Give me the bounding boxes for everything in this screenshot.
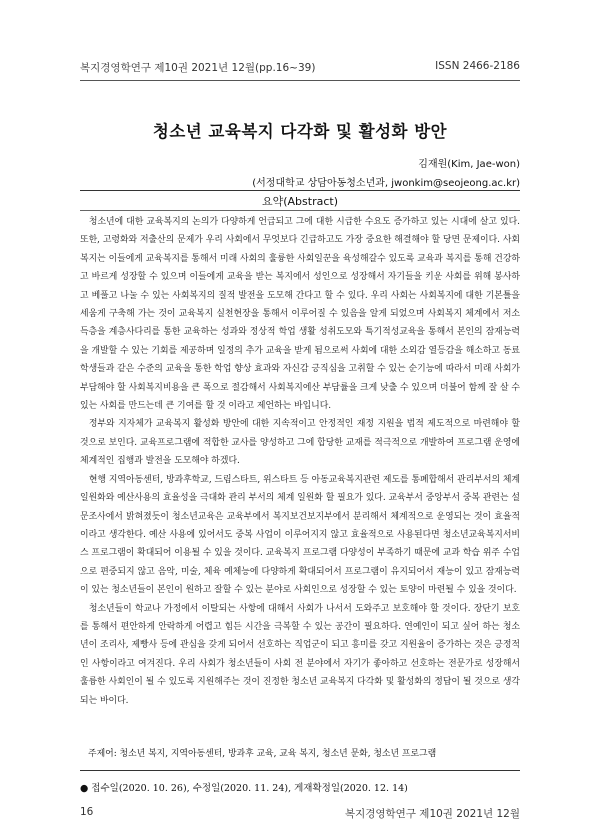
bullet-icon: ● — [80, 783, 89, 794]
abstract-paragraph: 정부와 지자체가 교육복지 활성화 방안에 대한 지속적이고 안정적인 재정 지원을 법적 제도적으로 마련해야 할 것으로 보인다. 교육프로그램에 적합한 교사를 양성하고 그에 합당한 교재를 적극적으로 개발하여 프로그램 운영에 체계적인 집행과 발전을 도모해야 하겠다. — [80, 419, 520, 467]
journal-citation: 복지경영학연구 제10권 2021년 12월(pp.16~39) — [80, 62, 316, 74]
author-affiliation: (서정대학교 상담아동청소년과, jwonkim@seojeong.ac.kr) — [252, 178, 520, 189]
abstract-heading-rule — [80, 210, 520, 211]
running-header — [80, 60, 520, 76]
abstract-bottom-rule — [80, 770, 520, 771]
abstract-body — [80, 213, 520, 710]
abstract-paragraph: 청소년에 대한 교육복지의 논의가 다양하게 언급되고 그에 대한 시급한 수요도 증가하고 있는 시대에 살고 있다. 또한, 고령화와 저출산의 문제가 우리 사회에서 무엇보다 긴급하고도 가장 중요한 해결해야 할 당면 문제이다. 사회복지는 이들에게 교육복지를 통해서 미래 사회의 훌륭한 사회일꾼을 육성해갈수 있도록 교육과 복지를 통해 건강하고 바르게 성장할 수 있으며 이들에게 교육을 받는 복지에서 성인으로 성장해서 자기들을 키운 사회를 위해 봉사하고 베풀고 나눌 수 있는 사회복지의 질적 발전을 도모해 간다고 할 수 있다. 우리 사회는 사회복지에 대한 기본틀을 세움게 구축해 가는 것이 교육복지 실천현장을 통해서 이루어질 수 있음을 알게 되었으며 사회복지 체계에서 저소득층을 계층사다리를 통한 교육하는 성과와 정상적 학업 생활 성취도모와 특기적성교육을 통해서 본인의 잠재능력을 개발할 수 있는 기회를 제공하며 일정의 추가 교육을 받게 됨으로써 사회에 대한 소외감 열등감을 해소하고 동료 학생들과 같은 수준의 교육을 통한 학업 향상 효과와 자신감 긍직심을 고취할 수 있는 순기능에 따라서 미래 사회가 부담해야 할 사회복지비용을 큰 폭으로 절감해서 사회복지에산 부담률을 크게 낮출 수 있으며 더불어 함께 잘 살 수 있는 사회를 만드는데 큰 기여를 할 것 이라고 제언하는 바입니다. — [80, 217, 520, 412]
page-number: 16 — [80, 806, 94, 818]
keywords: 주제어: 청소년 복지, 지역아동센터, 방과후 교육, 교육 복지, 청소년 문화, 청소년 프로그램 — [88, 749, 437, 759]
paper-title: 청소년 교육복지 다각화 및 활성화 방안 — [152, 122, 448, 141]
abstract-paragraph: 현행 지역아동센터, 방과후학교, 드림스타트, 위스타트 등 아동교육복지관련 제도를 통폐합해서 관리부서의 체계 일원화와 예산사용의 효율성을 극대화 관리 부서의 체계 일원화 할 필요가 있다. 교육부서 중앙부서 중복 관련는 설문조사에서 밝혀졌듯이 청소년교육은 교육부에서 복지보건보지부에서 분리해서 체계적으로 운영되는 것이 효율적이라고 생각한다. 예산 사용에 있어서도 중복 사업이 이루어지지 않고 효율적으로 사용된다면 청소년교육복지서비스 프로그램이 확대되어 이용될 수 있을 것이다. 교육복지 프로그램 다양성이 부족하기 때문에 교과 학습 위주 수업으로 편중되지 않고 음악, 미술, 체육 예체능에 다양하게 확대되어서 프로그램이 유지되어서 재능이 있고 잠재능력이 있는 청소년들이 본인이 원하고 잘할 수 있는 분야로 사회인으로 성장할 수 있는 토양이 마련될 수 있을 것이다. — [80, 474, 520, 596]
abstract-heading: 요약(Abstract) — [261, 195, 338, 208]
abstract-paragraph: 청소년들이 학교나 가정에서 이탈되는 사항에 대해서 사회가 나서서 도와주고 보호해야 할 것이다. 장단기 보호를 통해서 편안하게 안락하게 어렵고 힘든 시간을 극복할 수 있는 공간이 필요하다. 연예인이 되고 싶어 하는 청소년이 조리사, 제빵사 등에 관심을 갖게 되어서 선호하는 직업군이 되고 흥미를 갖고 지원율이 증가하는 것은 긍정적인 사항이라고 여겨진다. 우리 사회가 청소년들이 사회 전 분야에서 자기가 좋아하고 선호하는 전문가로 성장해서 훌륭한 사회인이 될 수 있도록 지원해주는 것이 진정한 청소년 교육복지 다각화 및 활성화의 정답이 될 것으로 생각되는 바이다. — [80, 603, 520, 706]
header-rule — [80, 80, 520, 81]
dates-text: 접수일(2020. 10. 26), 수정일(2020. 11. 24), 게재확정일(2020. 12. 14) — [91, 783, 408, 794]
author-name: 김재원(Kim, Jae-won) — [418, 159, 520, 170]
footer-journal: 복지경영학연구 제10권 2021년 12월 — [344, 808, 520, 820]
abstract-top-rule — [80, 190, 520, 191]
submission-dates — [80, 780, 408, 794]
issn: ISSN 2466-2186 — [435, 60, 520, 72]
running-footer — [80, 806, 520, 828]
